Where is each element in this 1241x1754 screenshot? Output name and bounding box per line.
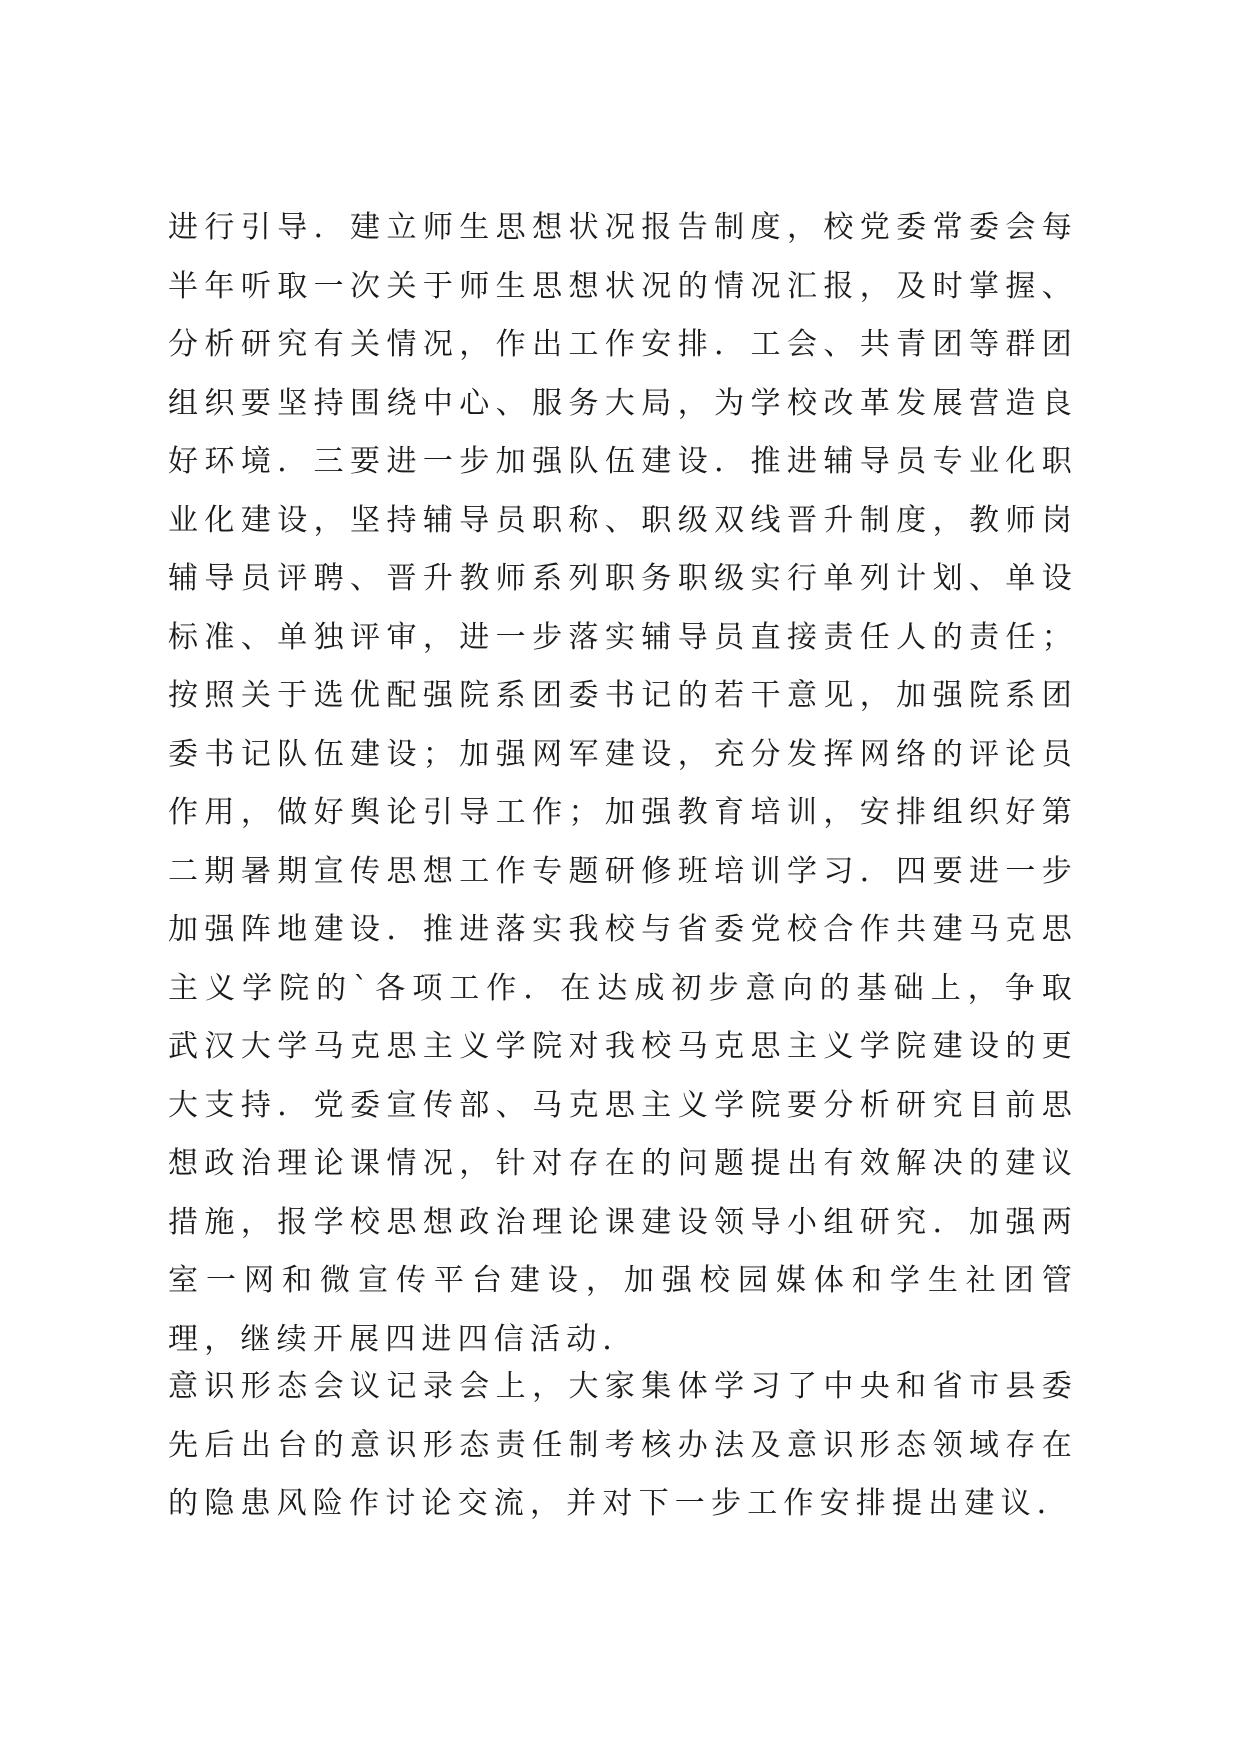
body-paragraph-1: 进行引导．建立师生思想状况报告制度，校党委常委会每半年听取一次关于师生思想状况的情况汇报，及时掌握、分析研究有关情况，作出工作安排．工会、共青团等群团组织要坚持围绕中心、服务大局，为学校改革发展营造良好环境．三要进一步加强队伍建设．推进辅导员专业化职业化建设，坚持辅导员职称、职级双线晋升制度，教师岗辅导员评聘、晋升教师系列职务职级实行单列计划、单设标准、单独评审，进一步落实辅导员直接责任人的责任；按照关于选优配强院系团委书记的若干意见，加强院系团委书记队伍建设；加强网军建设，充分发挥网络的评论员作用，做好舆论引导工作；加强教育培训，安排组织好第二期暑期宣传思想工作专题研修班培训学习．四要进一步加强阵地建设．推进落实我校与省委党校合作共建马克思主义学院的`各项工作．在达成初步意向的基础上，争取武汉大学马克思主义学院对我校马克思主义学院建设的更大支持．党委宣传部、马克思主义学院要分析研究目前思想政治理论课情况，针对存在的问题提出有效解决的建议措施，报学校思想政治理论课建设领导小组研究．加强两室一网和微宣传平台建设，加强校园媒体和学生社团管理，继续开展四进四信活动． (168, 210, 1078, 1357)
body-paragraph-2: 意识形态会议记录会上，大家集体学习了中央和省市县委先后出台的意识形态责任制考核办法及意识形态领域存在的隐患风险作讨论交流，并对下一步工作安排提出建议． (168, 1369, 1078, 1521)
